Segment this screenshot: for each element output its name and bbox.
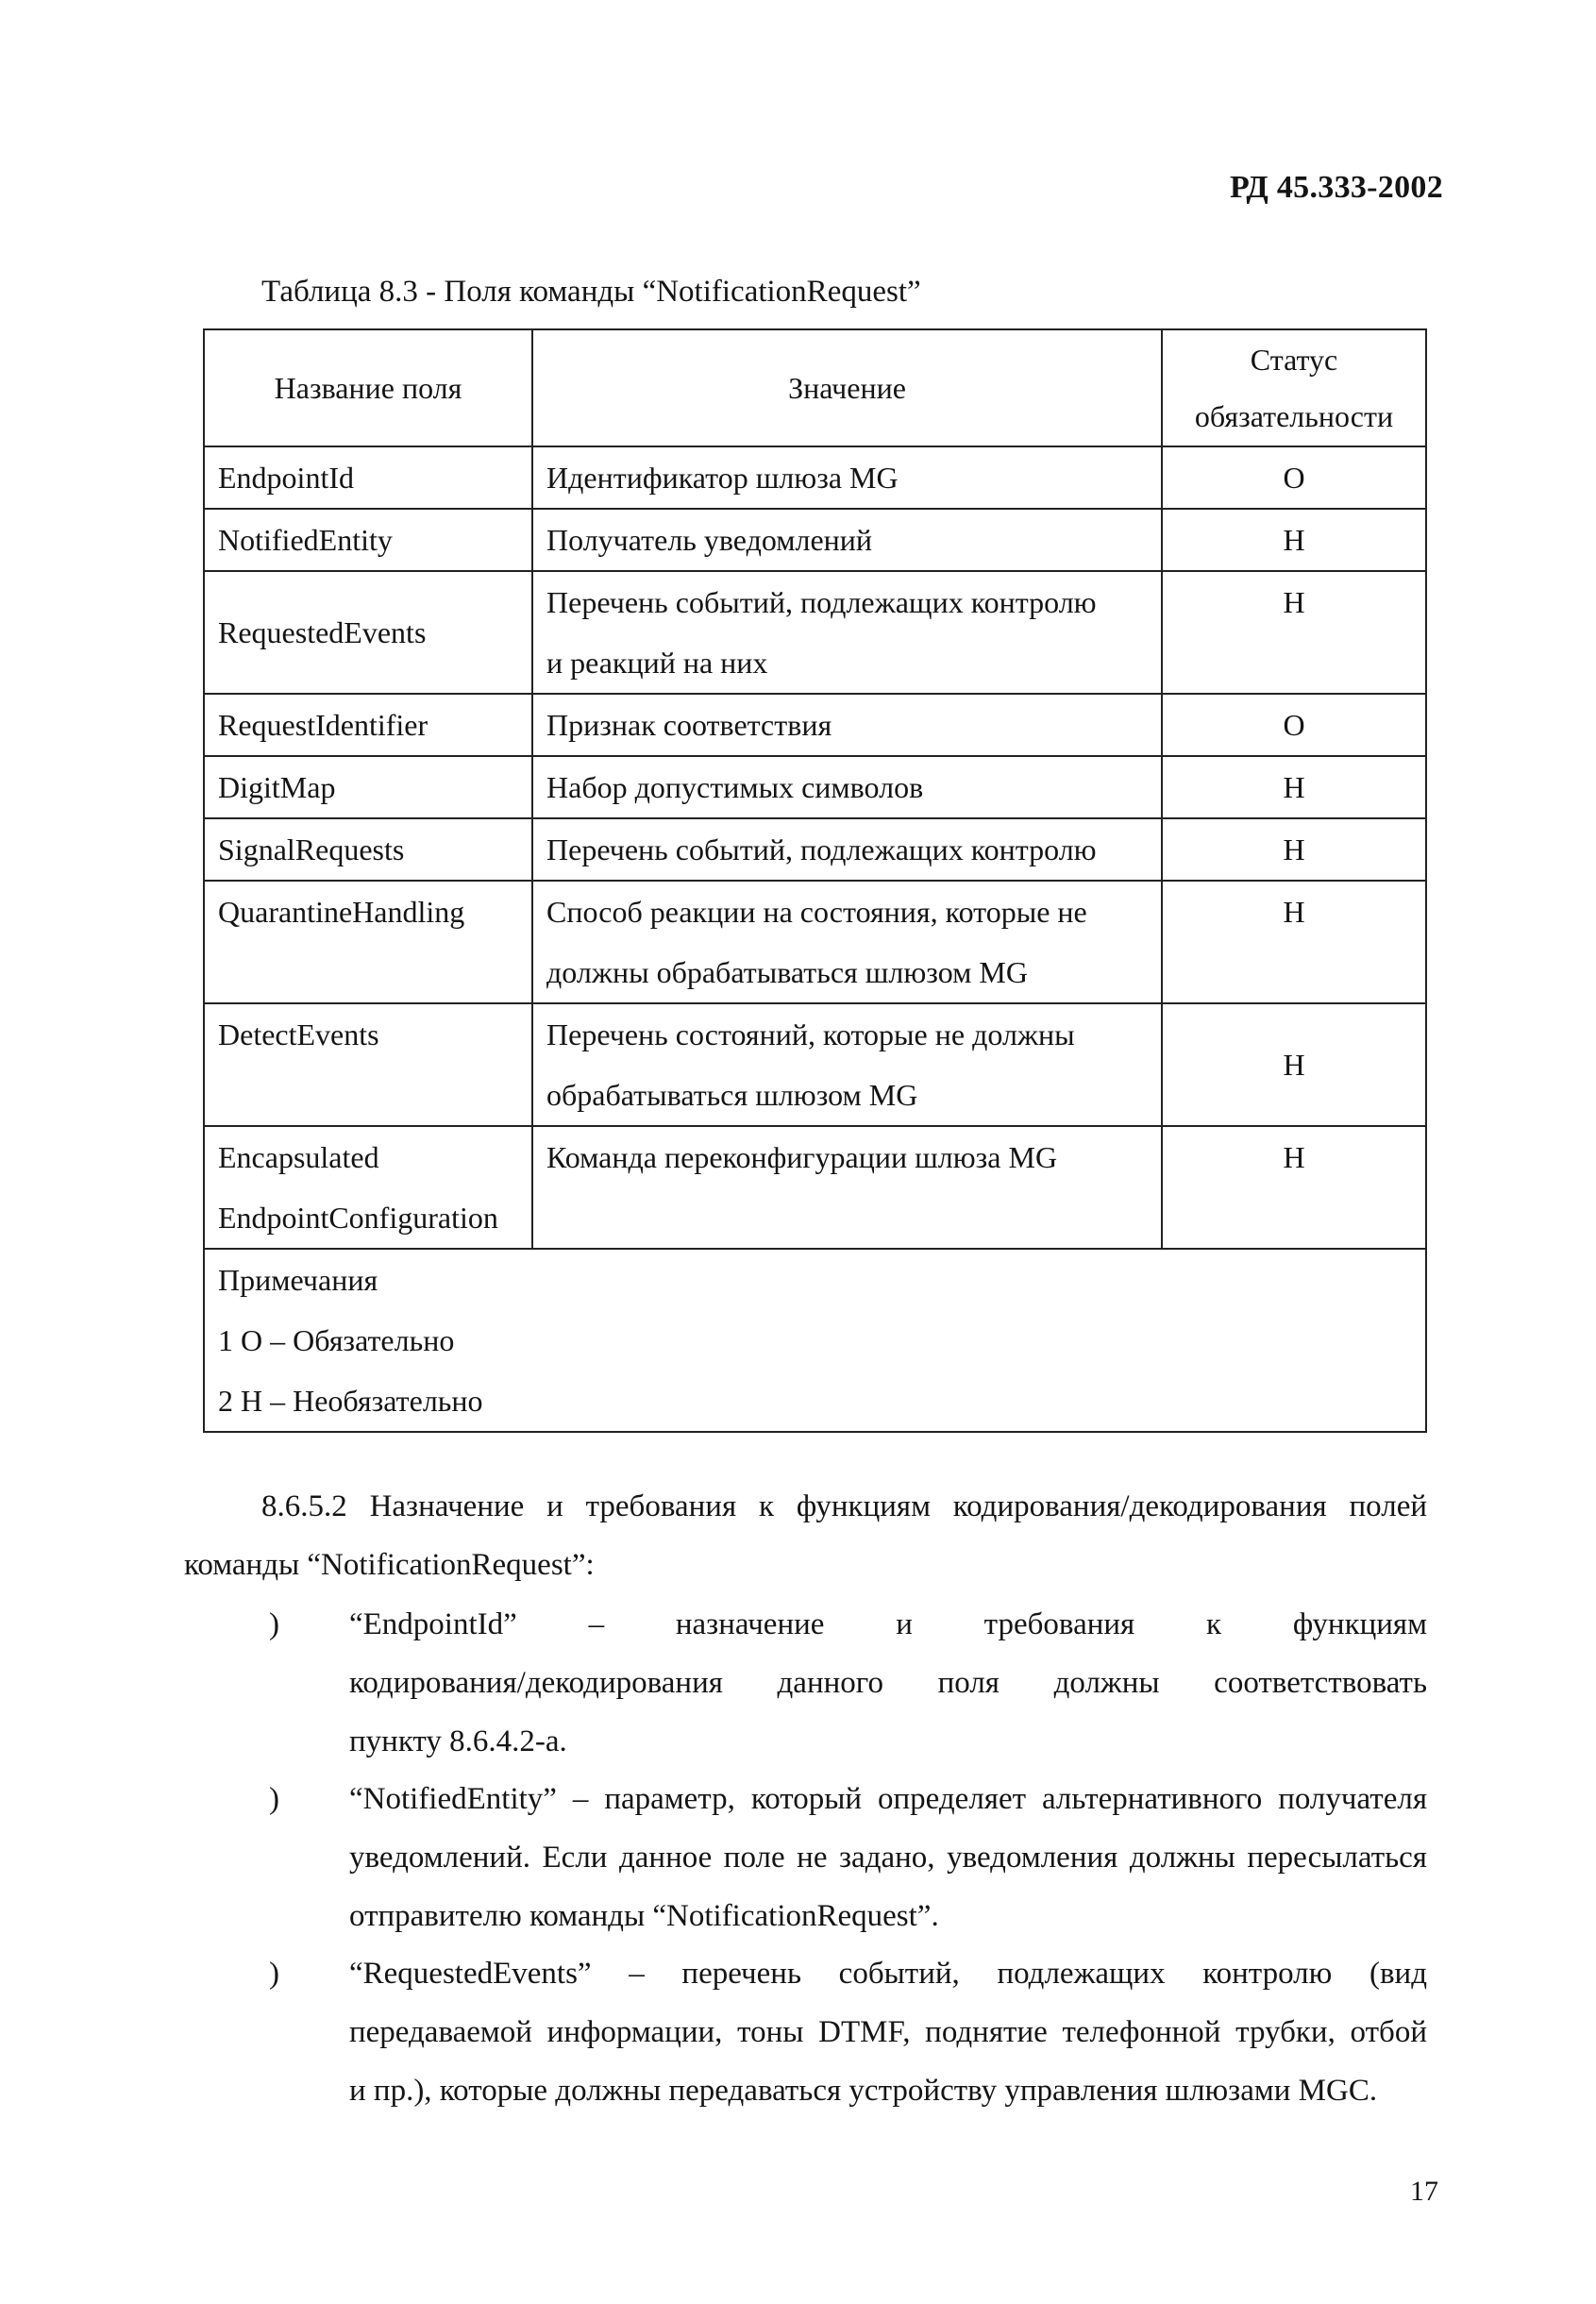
list-item (184, 1595, 1427, 1771)
field-name (204, 1126, 532, 1249)
notes-title: Примечания (218, 1263, 378, 1297)
section-intro-line1: 8.6.5.2 Назначение и требования к функциям кодирования/декодирования полей (261, 1489, 1427, 1523)
field-status: Н (1162, 1126, 1426, 1249)
note-item: 1 О – Обязательно (218, 1323, 455, 1357)
field-status: Н (1162, 881, 1426, 1003)
table-row (204, 694, 1426, 756)
field-value: Перечень событий, подлежащих контролю (532, 818, 1162, 881)
note-item: 2 Н – Необязательно (218, 1384, 483, 1418)
header-value: Значение (532, 329, 1162, 446)
field-name: QuarantineHandling (204, 881, 532, 1003)
list-item-line: “NotifiedEntity” – параметр, который определяет альтернативного получателя (349, 1782, 1427, 1816)
field-name: NotifiedEntity (204, 509, 532, 571)
field-name-line: Encapsulated (218, 1140, 379, 1174)
list-item (184, 1770, 1427, 1945)
field-value: Признак соответствия (532, 694, 1162, 756)
field-value: Идентификатор шлюза MG (532, 446, 1162, 509)
field-value (532, 1003, 1162, 1126)
field-status: Н (1162, 756, 1426, 818)
field-value-line: должны обрабатываться шлюзом MG (546, 955, 1028, 989)
list-item-line: кодирования/декодирования данного поля должны соответствовать (349, 1666, 1427, 1700)
header-status-line1: Статус (1250, 343, 1338, 377)
field-name: SignalRequests (204, 818, 532, 881)
table-row (204, 818, 1426, 881)
list-marker: ) (269, 1607, 279, 1641)
field-value-line: Перечень состояний, которые не должны (546, 1017, 1075, 1051)
header-field-name: Название поля (204, 329, 532, 446)
fields-table (203, 328, 1427, 1433)
field-status: О (1162, 694, 1426, 756)
field-status: Н (1162, 1003, 1426, 1126)
field-name: DetectEvents (204, 1003, 532, 1126)
field-name: RequestIdentifier (204, 694, 532, 756)
list-item (184, 1944, 1427, 2120)
table-row (204, 881, 1426, 1003)
field-status: Н (1162, 818, 1426, 881)
field-name: DigitMap (204, 756, 532, 818)
table-row (204, 756, 1426, 818)
table-notes-row (204, 1249, 1426, 1432)
field-status: Н (1162, 509, 1426, 571)
header-status (1162, 329, 1426, 446)
table-row (204, 1126, 1426, 1249)
field-value: Получатель уведомлений (532, 509, 1162, 571)
list-item-line: отправителю команды “NotificationRequest”. (349, 1899, 939, 1933)
field-name-line: EndpointConfiguration (218, 1201, 498, 1235)
field-value: Набор допустимых символов (532, 756, 1162, 818)
table-caption: Таблица 8.3 - Поля команды “NotificationRequest” (261, 275, 921, 309)
field-value-line: Способ реакции на состояния, которые не (546, 895, 1087, 929)
document-code: РД 45.333-2002 (1229, 170, 1443, 205)
field-status: О (1162, 446, 1426, 509)
field-value (532, 881, 1162, 1003)
field-value (532, 571, 1162, 694)
table-row (204, 446, 1426, 509)
table-header-row (204, 329, 1426, 446)
field-value: Команда переконфигурации шлюза MG (532, 1126, 1162, 1249)
list-item-line: пункту 8.6.4.2-а. (349, 1724, 567, 1758)
list-item-line: “EndpointId” – назначение и требования к функциям (349, 1607, 1427, 1641)
list-item-line: передаваемой информации, тоны DTMF, поднятие телефонной трубки, отбой (349, 2015, 1427, 2049)
list-item-line: и пр.), которые должны передаваться устройству управления шлюзами MGC. (349, 2074, 1378, 2108)
list-marker: ) (269, 1782, 279, 1816)
page-number: 17 (1410, 2176, 1438, 2207)
field-status: Н (1162, 571, 1426, 694)
list-item-line: “RequestedEvents” – перечень событий, подлежащих контролю (вид (349, 1957, 1427, 1991)
table-row (204, 571, 1426, 694)
table-row (204, 509, 1426, 571)
field-value-line: и реакций на них (546, 646, 768, 680)
table-notes (204, 1249, 1426, 1432)
header-status-line2: обязательности (1194, 399, 1394, 433)
field-value-line: Перечень событий, подлежащих контролю (546, 585, 1097, 619)
list-marker: ) (269, 1957, 279, 1991)
field-name: EndpointId (204, 446, 532, 509)
field-name: RequestedEvents (204, 571, 532, 694)
section-intro-line2: команды “NotificationRequest”: (184, 1548, 595, 1582)
field-value-line: обрабатываться шлюзом MG (546, 1078, 918, 1112)
list-item-line: уведомлений. Если данное поле не задано, уведомления должны пересылаться (349, 1841, 1427, 1875)
table-row (204, 1003, 1426, 1126)
